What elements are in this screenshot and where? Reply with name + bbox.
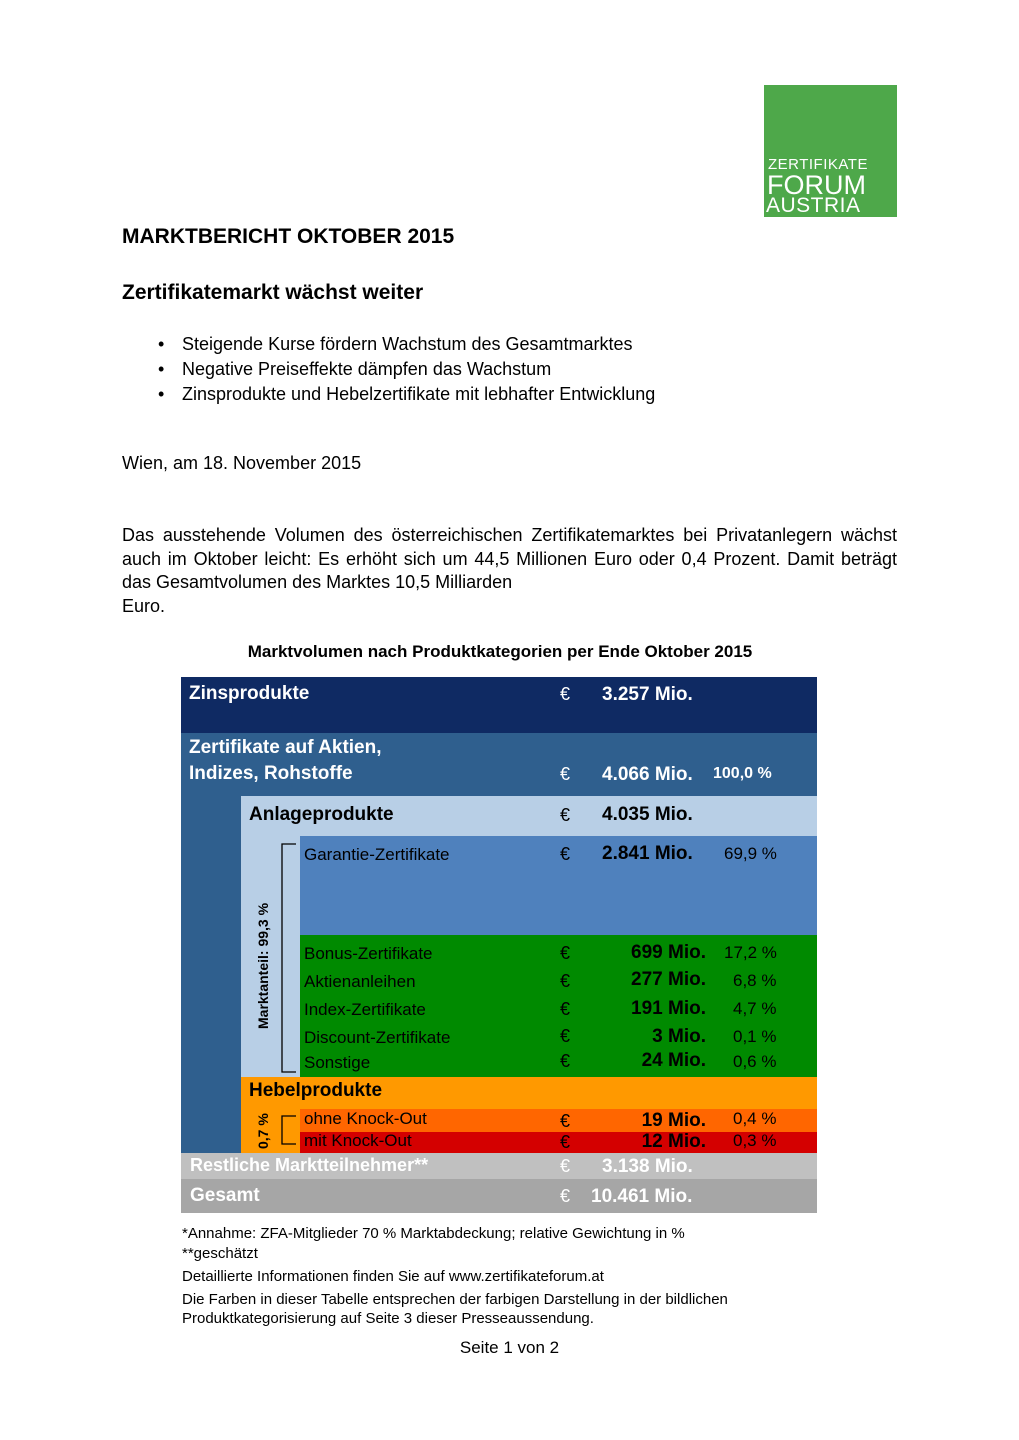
discount-value: 3 Mio. [652,1026,706,1047]
aktienanleihen-value: 277 Mio. [631,969,706,990]
intro-paragraph-end: Euro. [122,595,166,616]
sonstige-share: 0,6 % [733,1052,777,1071]
aktien-label-1: Zertifikate auf Aktien, [189,737,382,758]
hebel-bracket [276,1115,300,1147]
logo-line-1: ZERTIFIKATE [768,156,868,173]
bonus-value: 699 Mio. [631,942,706,963]
discount-currency: € [560,1026,571,1046]
gesamt-currency: € [560,1186,571,1206]
marktanteil-label: Marktanteil: 99,3 % [255,902,271,1029]
discount-share: 0,1 % [733,1027,777,1046]
intro-paragraph [122,524,897,618]
garantie-value: 2.841 Mio. [602,843,693,864]
ohneko-label: ohne Knock-Out [304,1109,427,1128]
aktien-value: 4.066 Mio. [602,764,693,785]
aktienanleihen-label: Aktienanleihen [304,972,416,991]
zins-currency: € [560,684,571,704]
garantie-label: Garantie-Zertifikate [304,845,450,864]
footnote-estimated: **geschätzt [182,1245,258,1262]
aktien-currency: € [560,764,571,784]
ohneko-value: 19 Mio. [641,1110,706,1131]
highlights-list [122,332,655,407]
footnote-assumption: *Annahme: ZFA-Mitglieder 70 % Marktabdeckung; relative Gewichtung in % [182,1225,685,1242]
aktienanleihen-share: 6,8 % [733,971,777,990]
sonstige-value: 24 Mio. [641,1050,706,1071]
sonstige-currency: € [560,1051,571,1071]
hebel-share-label: 0,7 % [255,1113,271,1149]
aktien-label-2: Indizes, Rohstoffe [189,763,353,784]
sonstige-label: Sonstige [304,1053,371,1072]
market-volume-table [181,677,817,1213]
mitko-value: 12 Mio. [641,1131,706,1152]
gesamt-label: Gesamt [190,1185,260,1206]
logo-line-3: AUSTRIA [766,194,861,217]
garantie-currency: € [560,844,571,864]
anlage-value: 4.035 Mio. [602,804,693,825]
anlage-bracket [276,843,300,1075]
footnote-colors-1: Die Farben in dieser Tabelle entsprechen der farbigen Darstellung in der bildlichen [182,1291,728,1308]
zertifikate-forum-austria-logo [764,85,897,217]
gesamt-value: 10.461 Mio. [591,1186,693,1207]
footnote-colors-2: Produktkategorisierung auf Seite 3 dieser Presseaussendung. [182,1310,594,1327]
aktien-share: 100,0 % [713,765,772,782]
bonus-currency: € [560,943,571,963]
bonus-label: Bonus-Zertifikate [304,944,433,963]
anlage-currency: € [560,805,571,825]
hebel-label: Hebelprodukte [249,1080,383,1101]
highlight-item: • Negative Preiseffekte dämpfen das Wachstum [122,357,655,382]
footnote-info: Detaillierte Informationen finden Sie auf www.zertifikateforum.at [182,1268,604,1285]
aktienanleihen-currency: € [560,971,571,991]
index-share: 4,7 % [733,999,777,1018]
mitko-label: mit Knock-Out [304,1131,412,1150]
intro-paragraph-body: Das ausstehende Volumen des österreichischen Zertifikatemarktes bei Privatanlegern wächst auch im Oktober leicht: Es erhöht sich um 44,5 Millionen Euro oder 0,4 Prozent. Damit beträgt das Gesamtvolumen des Marktes 10,5 Milliarden [122,525,897,592]
highlight-item: • Steigende Kurse fördern Wachstum des Gesamtmarktes [122,332,655,357]
ohneko-currency: € [560,1111,571,1131]
restliche-label: Restliche Marktteilnehmer** [190,1155,429,1175]
zins-label: Zinsprodukte [189,683,310,704]
index-label: Index-Zertifikate [304,1000,426,1019]
anlage-label: Anlageprodukte [249,804,394,825]
page-number: Seite 1 von 2 [459,1338,560,1357]
restliche-value: 3.138 Mio. [602,1156,693,1177]
index-currency: € [560,999,571,1019]
table-title: Marktvolumen nach Produktkategorien per Ende Oktober 2015 [247,642,753,661]
index-value: 191 Mio. [631,998,706,1019]
report-subtitle: Zertifikatemarkt wächst weiter [122,281,424,304]
zins-value: 3.257 Mio. [602,684,693,705]
discount-label: Discount-Zertifikate [304,1028,451,1047]
highlight-item: • Zinsprodukte und Hebelzertifikate mit lebhafter Entwicklung [122,382,655,407]
bonus-share: 17,2 % [724,943,777,962]
mitko-currency: € [560,1132,571,1152]
mitko-share: 0,3 % [733,1131,777,1150]
restliche-currency: € [560,1156,571,1176]
date-line: Wien, am 18. November 2015 [122,453,362,473]
logo-line-2: FORUM [767,170,866,200]
gesamt-band [181,1179,817,1213]
ohneko-share: 0,4 % [733,1109,777,1128]
report-title: MARKTBERICHT OKTOBER 2015 [122,225,455,248]
garantie-share: 69,9 % [724,844,777,863]
